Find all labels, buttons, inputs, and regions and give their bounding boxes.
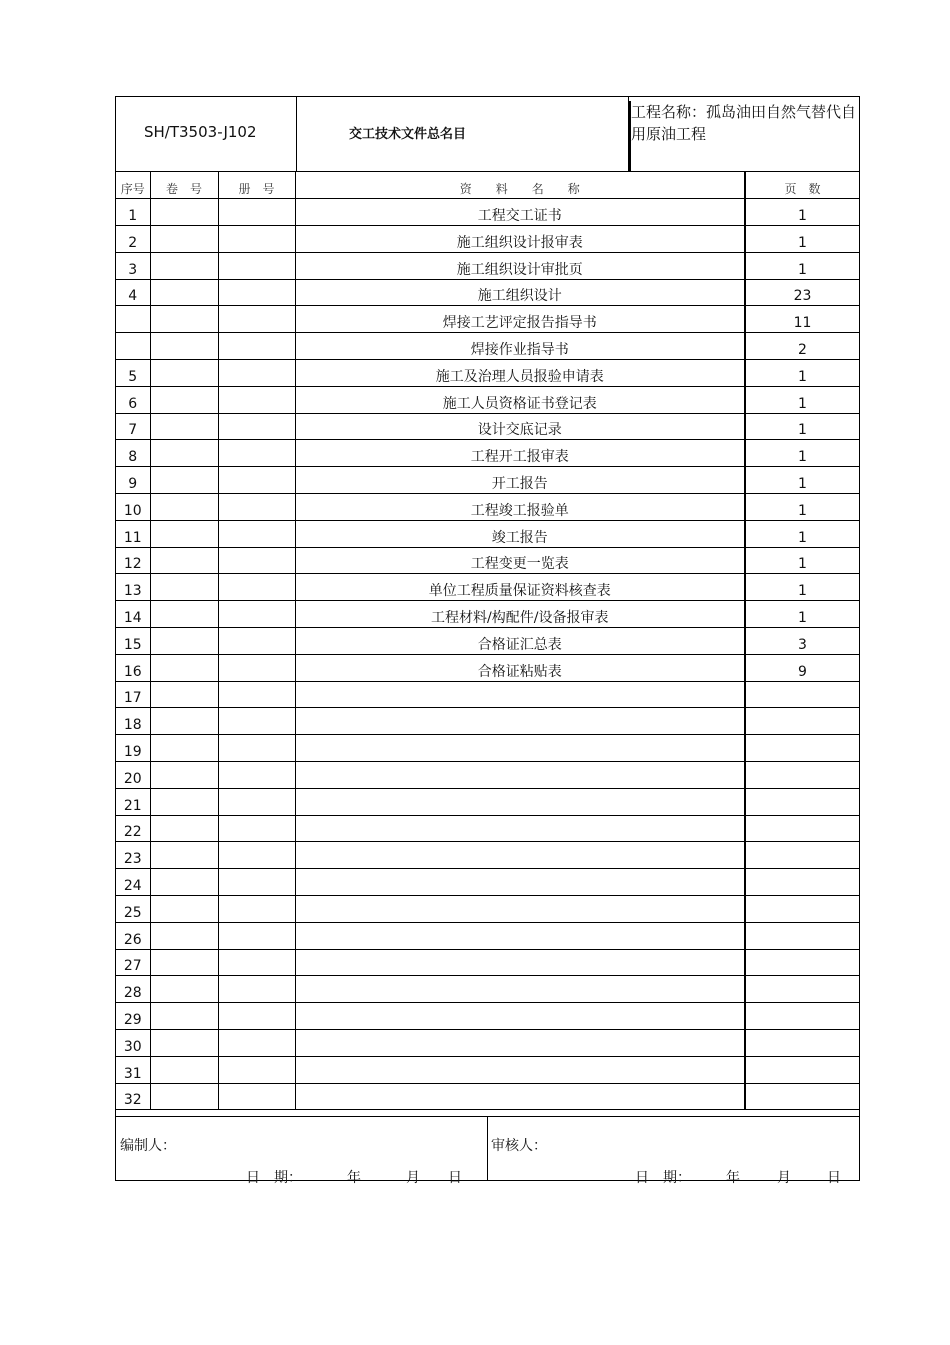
row-number: 19 bbox=[116, 735, 150, 762]
row-document-name: 施工组织设计审批页 bbox=[295, 252, 745, 279]
table-row bbox=[116, 896, 859, 923]
row-number: 30 bbox=[116, 1030, 150, 1057]
row-book bbox=[218, 520, 295, 547]
row-page-count: 1 bbox=[745, 601, 859, 628]
row-document-name bbox=[295, 1083, 745, 1110]
row-document-name: 单位工程质量保证资料核查表 bbox=[295, 574, 745, 601]
row-book bbox=[218, 413, 295, 440]
row-book bbox=[218, 1056, 295, 1083]
row-volume bbox=[150, 440, 218, 467]
row-page-count: 1 bbox=[745, 494, 859, 521]
row-book bbox=[218, 199, 295, 226]
row-volume bbox=[150, 708, 218, 735]
row-page-count: 1 bbox=[745, 252, 859, 279]
row-document-name: 工程变更一览表 bbox=[295, 547, 745, 574]
row-number: 10 bbox=[116, 494, 150, 521]
row-volume bbox=[150, 279, 218, 306]
row-page-count bbox=[745, 949, 859, 976]
row-book bbox=[218, 788, 295, 815]
row-document-name: 施工及治理人员报验申请表 bbox=[295, 360, 745, 387]
row-volume bbox=[150, 467, 218, 494]
row-page-count bbox=[745, 1056, 859, 1083]
row-document-name: 工程竣工报验单 bbox=[295, 494, 745, 521]
row-book bbox=[218, 1030, 295, 1057]
row-page-count bbox=[745, 1083, 859, 1110]
table-row bbox=[116, 949, 859, 976]
row-document-name: 合格证汇总表 bbox=[295, 628, 745, 655]
document-list-table bbox=[116, 172, 859, 1110]
row-document-name: 竣工报告 bbox=[295, 520, 745, 547]
row-document-name bbox=[295, 896, 745, 923]
row-number: 27 bbox=[116, 949, 150, 976]
row-page-count bbox=[745, 815, 859, 842]
row-number: 9 bbox=[116, 467, 150, 494]
row-volume bbox=[150, 386, 218, 413]
title-cell bbox=[296, 97, 629, 171]
row-number: 2 bbox=[116, 226, 150, 253]
row-page-count: 1 bbox=[745, 226, 859, 253]
table-row bbox=[116, 1083, 859, 1110]
row-document-name bbox=[295, 681, 745, 708]
row-page-count: 9 bbox=[745, 654, 859, 681]
table-row bbox=[116, 333, 859, 360]
row-book bbox=[218, 869, 295, 896]
row-number: 16 bbox=[116, 654, 150, 681]
signature-footer bbox=[116, 1116, 859, 1186]
row-number: 4 bbox=[116, 279, 150, 306]
row-volume bbox=[150, 547, 218, 574]
table-row bbox=[116, 654, 859, 681]
row-book bbox=[218, 440, 295, 467]
row-volume bbox=[150, 1003, 218, 1030]
row-document-name: 焊接工艺评定报告指导书 bbox=[295, 306, 745, 333]
row-page-count: 1 bbox=[745, 547, 859, 574]
row-number bbox=[116, 333, 150, 360]
row-page-count: 2 bbox=[745, 333, 859, 360]
compiler-month: 月 bbox=[406, 1170, 420, 1186]
table-row bbox=[116, 681, 859, 708]
table-row bbox=[116, 922, 859, 949]
reviewer-month: 月 bbox=[777, 1170, 791, 1186]
row-document-name bbox=[295, 976, 745, 1003]
project-name: 工程名称：孤岛油田自然气替代自用原油工程 bbox=[629, 101, 863, 171]
row-volume bbox=[150, 842, 218, 869]
row-volume bbox=[150, 1030, 218, 1057]
table-row bbox=[116, 869, 859, 896]
row-volume bbox=[150, 976, 218, 1003]
row-document-name bbox=[295, 1056, 745, 1083]
table-row bbox=[116, 226, 859, 253]
row-number bbox=[116, 306, 150, 333]
row-number: 31 bbox=[116, 1056, 150, 1083]
row-page-count: 23 bbox=[745, 279, 859, 306]
table-row bbox=[116, 762, 859, 789]
row-page-count: 3 bbox=[745, 628, 859, 655]
table-row bbox=[116, 735, 859, 762]
row-book bbox=[218, 601, 295, 628]
row-volume bbox=[150, 574, 218, 601]
row-page-count: 1 bbox=[745, 386, 859, 413]
row-number: 25 bbox=[116, 896, 150, 923]
row-number: 1 bbox=[116, 199, 150, 226]
row-document-name bbox=[295, 1030, 745, 1057]
row-volume bbox=[150, 1056, 218, 1083]
row-page-count: 1 bbox=[745, 520, 859, 547]
row-number: 22 bbox=[116, 815, 150, 842]
row-volume bbox=[150, 735, 218, 762]
row-volume bbox=[150, 1083, 218, 1110]
row-document-name: 合格证粘贴表 bbox=[295, 654, 745, 681]
document-sheet bbox=[115, 96, 860, 1186]
row-document-name: 设计交底记录 bbox=[295, 413, 745, 440]
table-row bbox=[116, 520, 859, 547]
table-row bbox=[116, 199, 859, 226]
compiler-date-label: 日 期： bbox=[246, 1170, 302, 1186]
row-number: 28 bbox=[116, 976, 150, 1003]
row-volume bbox=[150, 681, 218, 708]
row-page-count bbox=[745, 681, 859, 708]
table-row bbox=[116, 1003, 859, 1030]
row-page-count bbox=[745, 762, 859, 789]
row-book bbox=[218, 762, 295, 789]
row-book bbox=[218, 628, 295, 655]
row-number: 29 bbox=[116, 1003, 150, 1030]
row-book bbox=[218, 252, 295, 279]
row-page-count: 1 bbox=[745, 574, 859, 601]
table-row bbox=[116, 1056, 859, 1083]
row-book bbox=[218, 896, 295, 923]
row-volume bbox=[150, 788, 218, 815]
table-row bbox=[116, 842, 859, 869]
row-number: 26 bbox=[116, 922, 150, 949]
row-book bbox=[218, 494, 295, 521]
table-row bbox=[116, 976, 859, 1003]
row-document-name: 施工组织设计报审表 bbox=[295, 226, 745, 253]
row-book bbox=[218, 1003, 295, 1030]
row-book bbox=[218, 360, 295, 387]
row-volume bbox=[150, 413, 218, 440]
table-row bbox=[116, 574, 859, 601]
row-number: 13 bbox=[116, 574, 150, 601]
row-book bbox=[218, 842, 295, 869]
row-page-count: 1 bbox=[745, 440, 859, 467]
row-number: 23 bbox=[116, 842, 150, 869]
row-volume bbox=[150, 199, 218, 226]
row-volume bbox=[150, 494, 218, 521]
col-header-book: 册 号 bbox=[218, 172, 295, 199]
row-volume bbox=[150, 226, 218, 253]
row-page-count bbox=[745, 896, 859, 923]
row-volume bbox=[150, 628, 218, 655]
table-row bbox=[116, 360, 859, 387]
row-book bbox=[218, 976, 295, 1003]
compiler-year: 年 bbox=[347, 1170, 361, 1186]
reviewer-day: 日 bbox=[827, 1170, 841, 1186]
row-book bbox=[218, 226, 295, 253]
row-volume bbox=[150, 762, 218, 789]
compiler-day: 日 bbox=[448, 1170, 462, 1186]
row-document-name bbox=[295, 735, 745, 762]
row-document-name: 施工人员资格证书登记表 bbox=[295, 386, 745, 413]
row-document-name bbox=[295, 1003, 745, 1030]
row-book bbox=[218, 922, 295, 949]
col-header-name: 资 料 名 称 bbox=[295, 172, 745, 199]
table-row bbox=[116, 467, 859, 494]
row-page-count: 1 bbox=[745, 199, 859, 226]
col-header-no: 序号 bbox=[116, 172, 150, 199]
row-volume bbox=[150, 869, 218, 896]
table-row bbox=[116, 1030, 859, 1057]
row-document-name: 工程交工证书 bbox=[295, 199, 745, 226]
row-document-name bbox=[295, 788, 745, 815]
table-row bbox=[116, 306, 859, 333]
reviewer-label: 审核人： bbox=[491, 1138, 547, 1154]
row-number: 7 bbox=[116, 413, 150, 440]
table-row bbox=[116, 708, 859, 735]
row-book bbox=[218, 949, 295, 976]
row-volume bbox=[150, 949, 218, 976]
row-number: 20 bbox=[116, 762, 150, 789]
row-number: 14 bbox=[116, 601, 150, 628]
row-document-name: 工程开工报审表 bbox=[295, 440, 745, 467]
row-volume bbox=[150, 360, 218, 387]
row-volume bbox=[150, 520, 218, 547]
row-page-count: 11 bbox=[745, 306, 859, 333]
reviewer-date-label: 日 期： bbox=[635, 1170, 691, 1186]
row-number: 17 bbox=[116, 681, 150, 708]
row-page-count bbox=[745, 976, 859, 1003]
table-header-row bbox=[116, 172, 859, 199]
table-row bbox=[116, 413, 859, 440]
row-book bbox=[218, 574, 295, 601]
row-book bbox=[218, 708, 295, 735]
row-volume bbox=[150, 922, 218, 949]
row-book bbox=[218, 333, 295, 360]
row-number: 24 bbox=[116, 869, 150, 896]
row-book bbox=[218, 815, 295, 842]
row-page-count bbox=[745, 788, 859, 815]
row-page-count bbox=[745, 869, 859, 896]
row-volume bbox=[150, 252, 218, 279]
row-book bbox=[218, 306, 295, 333]
row-document-name bbox=[295, 815, 745, 842]
row-volume bbox=[150, 896, 218, 923]
table-row bbox=[116, 386, 859, 413]
row-page-count bbox=[745, 735, 859, 762]
row-document-name bbox=[295, 762, 745, 789]
table-row bbox=[116, 440, 859, 467]
row-volume bbox=[150, 333, 218, 360]
form-code: SH/T3503-J102 bbox=[144, 123, 257, 141]
row-number: 18 bbox=[116, 708, 150, 735]
row-page-count bbox=[745, 1003, 859, 1030]
row-number: 5 bbox=[116, 360, 150, 387]
row-volume bbox=[150, 601, 218, 628]
row-number: 11 bbox=[116, 520, 150, 547]
row-book bbox=[218, 279, 295, 306]
row-document-name bbox=[295, 922, 745, 949]
row-page-count bbox=[745, 708, 859, 735]
row-book bbox=[218, 681, 295, 708]
col-header-volume: 卷 号 bbox=[150, 172, 218, 199]
row-page-count bbox=[745, 922, 859, 949]
table-row bbox=[116, 279, 859, 306]
row-document-name: 工程材料/构配件/设备报审表 bbox=[295, 601, 745, 628]
row-document-name: 施工组织设计 bbox=[295, 279, 745, 306]
row-document-name: 开工报告 bbox=[295, 467, 745, 494]
table-row bbox=[116, 494, 859, 521]
row-book bbox=[218, 547, 295, 574]
row-book bbox=[218, 467, 295, 494]
row-document-name bbox=[295, 842, 745, 869]
row-number: 32 bbox=[116, 1083, 150, 1110]
row-page-count bbox=[745, 1030, 859, 1057]
row-number: 21 bbox=[116, 788, 150, 815]
row-document-name bbox=[295, 869, 745, 896]
document-title: 交工技术文件总名目 bbox=[349, 127, 467, 142]
row-document-name: 焊接作业指导书 bbox=[295, 333, 745, 360]
row-book bbox=[218, 735, 295, 762]
row-book bbox=[218, 654, 295, 681]
footer-divider bbox=[487, 1117, 488, 1181]
row-number: 8 bbox=[116, 440, 150, 467]
table-row bbox=[116, 788, 859, 815]
row-number: 15 bbox=[116, 628, 150, 655]
row-page-count: 1 bbox=[745, 413, 859, 440]
row-page-count bbox=[745, 842, 859, 869]
row-volume bbox=[150, 815, 218, 842]
row-volume bbox=[150, 654, 218, 681]
compiler-label: 编制人： bbox=[120, 1138, 176, 1154]
table-row bbox=[116, 252, 859, 279]
row-number: 6 bbox=[116, 386, 150, 413]
table-row bbox=[116, 628, 859, 655]
table-row bbox=[116, 547, 859, 574]
table-row bbox=[116, 815, 859, 842]
row-document-name bbox=[295, 708, 745, 735]
header bbox=[116, 97, 859, 172]
row-number: 12 bbox=[116, 547, 150, 574]
col-header-pages: 页 数 bbox=[745, 172, 859, 199]
row-document-name bbox=[295, 949, 745, 976]
row-page-count: 1 bbox=[745, 467, 859, 494]
table-row bbox=[116, 601, 859, 628]
row-number: 3 bbox=[116, 252, 150, 279]
row-page-count: 1 bbox=[745, 360, 859, 387]
row-volume bbox=[150, 306, 218, 333]
row-book bbox=[218, 1083, 295, 1110]
row-book bbox=[218, 386, 295, 413]
reviewer-year: 年 bbox=[726, 1170, 740, 1186]
